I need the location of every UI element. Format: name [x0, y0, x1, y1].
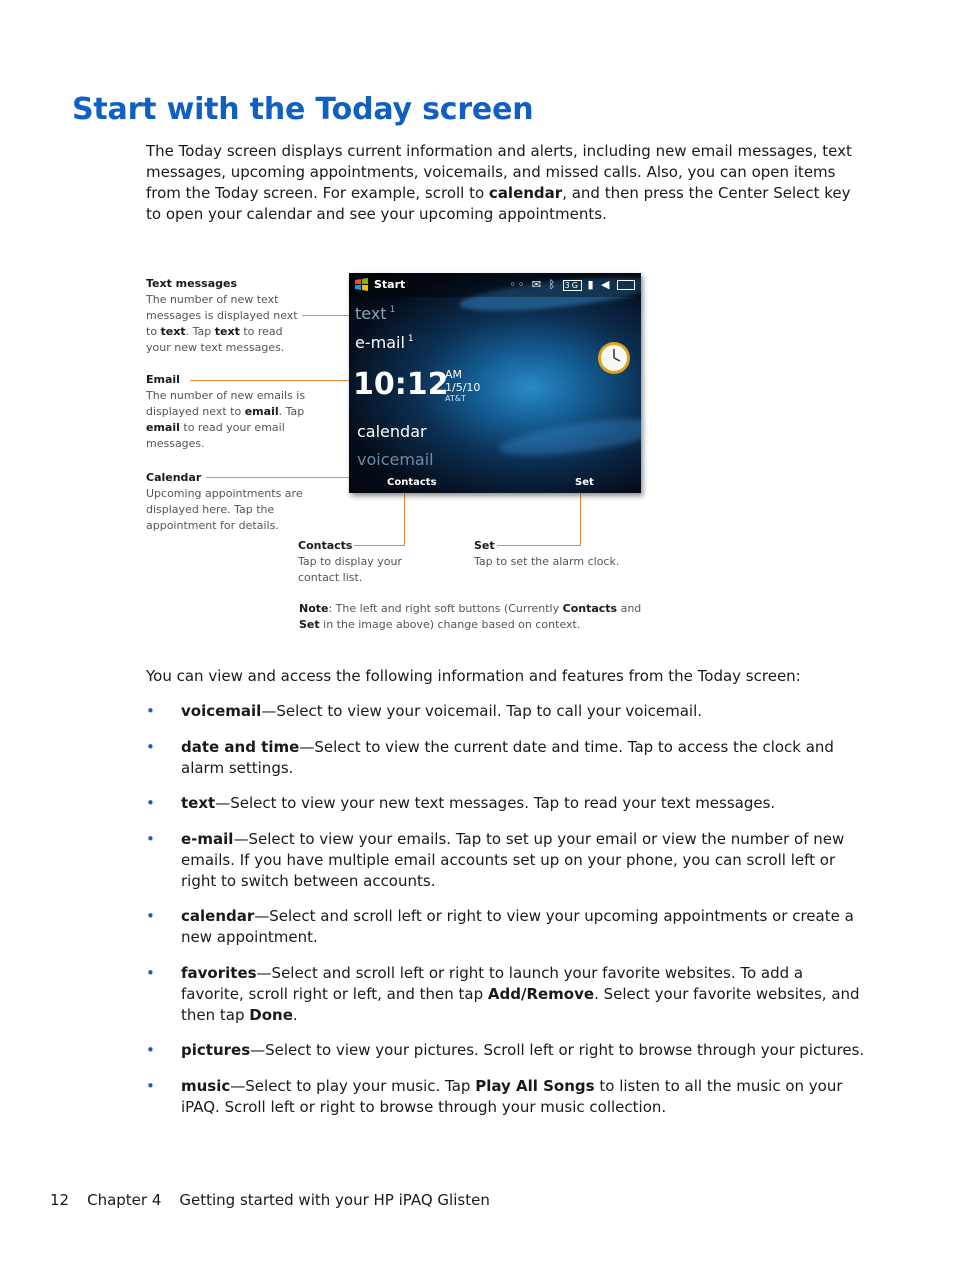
intro-paragraph: The Today screen displays current information and alerts, including new email messages, text messages, upcoming appointments, voicemails, and missed calls. Also, you can open items from the Today screen. For example, scroll to calendar, and then press the Center Select key to open your calendar and see your upcoming appointments.	[146, 142, 852, 223]
list-item: • pictures—Select to view your pictures. Scroll left or right to browse through your pictures.	[146, 1040, 870, 1061]
leader-line-email	[190, 380, 354, 381]
page-number: 12	[50, 1191, 70, 1209]
today-item-text[interactable]: text $^1$	[355, 304, 396, 323]
list-item: • favorites—Select and scroll left or right to launch your favorite websites. To add a favorite, scroll right or left, and then tap Add/Remove. Select your favorite websites, and then tap Done.	[146, 963, 870, 1026]
chapter-title: Getting started with your HP iPAQ Glisten	[179, 1191, 490, 1209]
speaker-icon: ◀	[601, 278, 612, 291]
windows-flag-icon	[355, 278, 368, 291]
leader-line-set-v	[580, 486, 581, 546]
3g-icon: 3G	[564, 281, 580, 290]
start-button[interactable]: Start	[374, 278, 406, 291]
leader-line-set-h	[497, 545, 580, 546]
leader-line-contacts-h	[354, 545, 404, 546]
alarm-clock-icon[interactable]	[597, 341, 631, 375]
chapter-label: Chapter 4	[87, 1191, 162, 1209]
today-item-calendar[interactable]: calendar	[357, 422, 427, 441]
today-item-voicemail[interactable]: voicemail	[357, 450, 434, 469]
signal-icon: ▮	[587, 278, 596, 291]
leader-line-contacts-v	[404, 486, 405, 546]
list-item: • text—Select to view your new text messages. Tap to read your text messages.	[146, 793, 870, 814]
list-item: • music—Select to play your music. Tap Play All Songs to listen to all the music on your iPAQ. Scroll left or right to browse through your music collection.	[146, 1076, 870, 1118]
callout-contacts: Contacts Tap to display your contact list.	[298, 539, 402, 584]
page-title: Start with the Today screen	[72, 92, 534, 127]
bluetooth-icon: ᛒ	[548, 278, 558, 291]
soft-key-contacts[interactable]: Contacts	[387, 477, 437, 488]
background-swirl	[498, 411, 641, 462]
feature-list	[146, 701, 870, 1132]
carrier-name: AT&T	[445, 394, 466, 403]
image-note: Note: The left and right soft buttons (Currently Contacts and Set in the image above) change based on context.	[299, 602, 642, 631]
today-screen-image	[349, 273, 641, 493]
list-item: • e-mail—Select to view your emails. Tap to set up your email or view the number of new emails. If you have multiple email accounts set up on your phone, you can scroll left or right to switch between accounts.	[146, 829, 870, 892]
list-item: • voicemail—Select to view your voicemail. Tap to call your voicemail.	[146, 701, 870, 722]
callout-calendar: Calendar Upcoming appointments are displayed here. Tap the appointment for details.	[146, 471, 303, 532]
callout-text-messages: Text messages The number of new text messages is displayed next to text. Tap text to read your new text messages.	[146, 277, 298, 354]
callout-set: Set Tap to set the alarm clock.	[474, 539, 620, 568]
list-item: • date and time—Select to view the current date and time. Tap to access the clock and alarm settings.	[146, 737, 870, 779]
status-icons	[509, 278, 635, 291]
leader-line-calendar	[206, 477, 356, 478]
today-item-email[interactable]: e-mail $^1$	[355, 333, 414, 352]
soft-key-set[interactable]: Set	[575, 477, 594, 488]
voicemail-icon: ◦◦	[509, 278, 527, 291]
clock-time[interactable]: 10:12	[353, 367, 449, 402]
battery-icon	[617, 280, 635, 290]
callout-email: Email The number of new emails is displayed next to email. Tap email to read your email messages.	[146, 373, 306, 450]
list-item: • calendar—Select and scroll left or right to view your upcoming appointments or create a new appointment.	[146, 906, 870, 948]
envelope-icon: ✉	[531, 278, 544, 291]
clock-ampm-date: AM 1/5/10	[445, 368, 481, 394]
status-bar	[349, 273, 641, 297]
page-footer	[50, 1191, 490, 1209]
list-intro: You can view and access the following information and features from the Today screen:	[146, 667, 801, 685]
